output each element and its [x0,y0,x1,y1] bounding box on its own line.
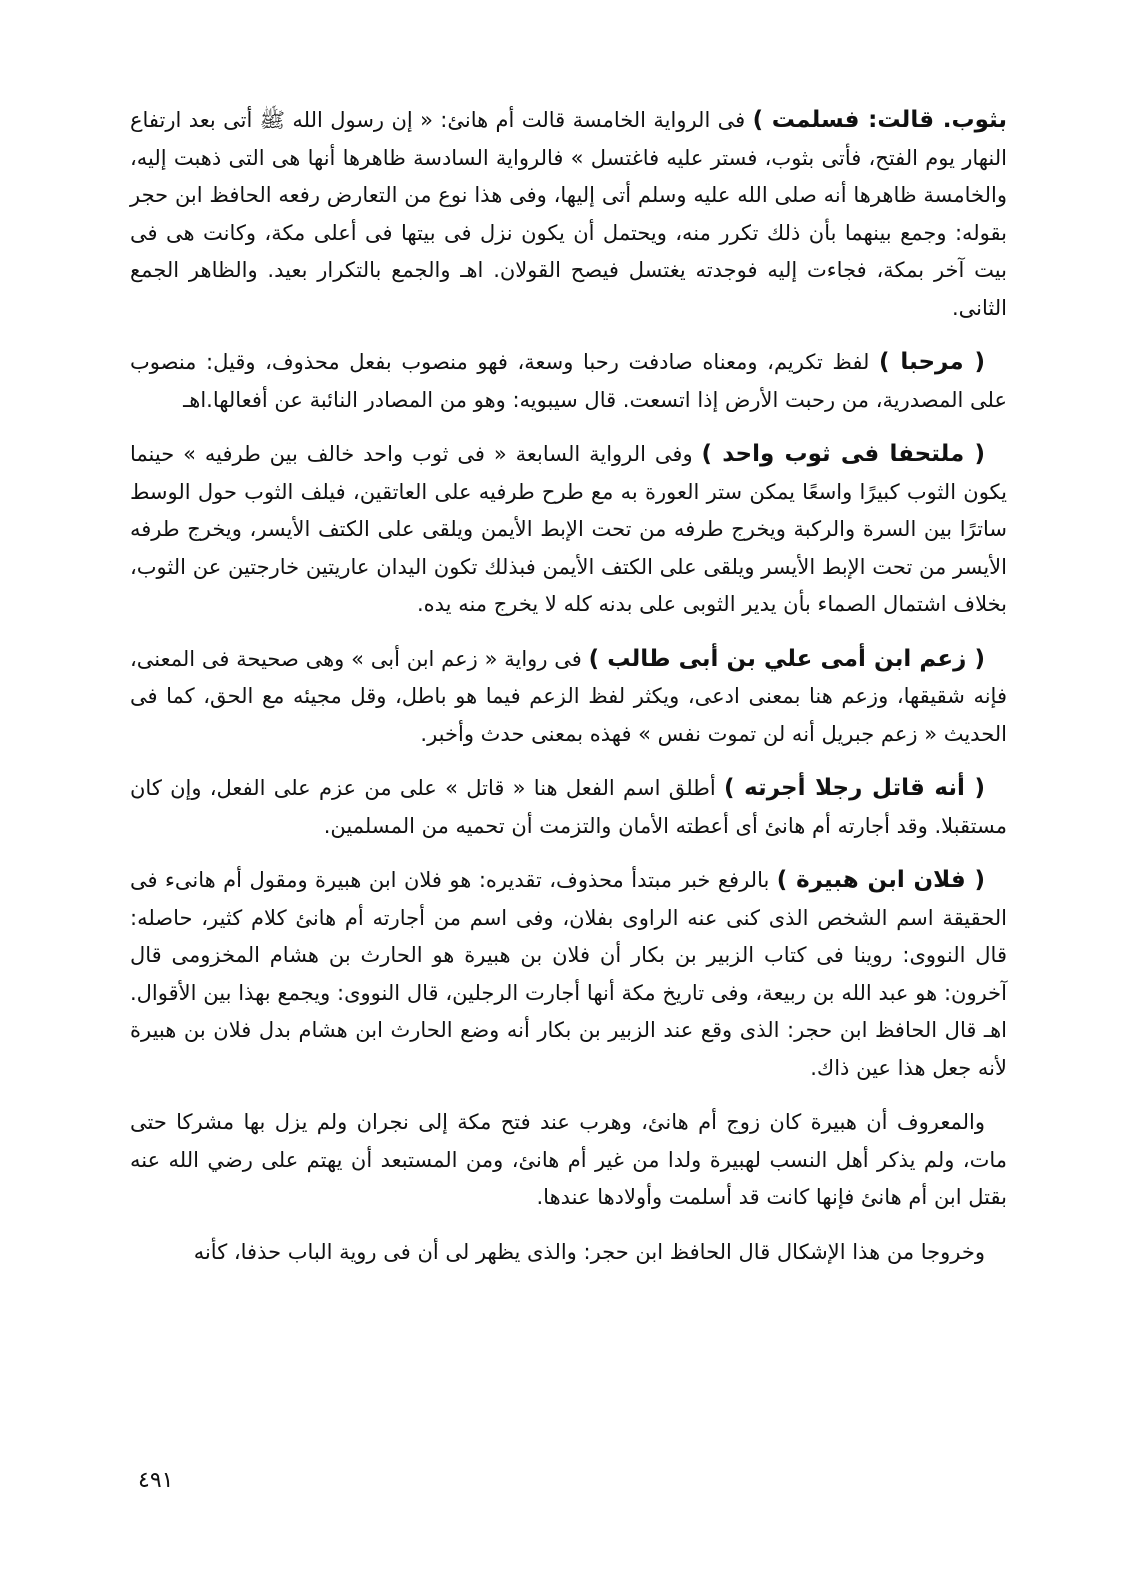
paragraph-qatil-rajulan [130,770,1007,845]
paragraph-marhaban [130,344,1007,419]
paragraph-text: لفظ تكريم، ومعناه صادفت رحبا وسعة، فهو منصوب بفعل محذوف، وقيل: منصوب على المصدرية، من رحبت الأرض إذا اتسعت. قال سيبويه: وهو من المصادر النائبة عن أفعالها.اهـ [130,350,1007,412]
paragraph-khurujan [130,1234,1007,1272]
headword: ( فلان ابن هبيرة ) [776,867,985,893]
headword: ( مرحبا ) [878,349,986,375]
paragraph-text: وخروجا من هذا الإشكال قال الحافظ ابن حجر: والذى يظهر لى أن فى روية الباب حذفا، كأنه [193,1239,985,1264]
paragraph-al-maruf [130,1104,1007,1217]
paragraph-text: فى رواية « زعم ابن أبى » وهى صحيحة فى المعنى، فإنه شقيقها، وزعم هنا بمعنى ادعى، ويكثر لفظ الزعم فيما هو باطل، وقل مجيئه مع الحق، كما فى الحديث « زعم جبريل أنه لن تموت نفس » فهذه بمعنى حدث وأخبر. [130,646,1007,746]
paragraph-fulan-ibn-hubayra [130,862,1007,1087]
headword: ( ملتحفا فى ثوب واحد ) [701,441,985,467]
paragraph-text: أطلق اسم الفعل هنا « قاتل » على من عزم على الفعل، وإن كان مستقبلا. وقد أجارته أم هانئ أى أعطته الأمان والتزمت أن تحميه من المسلمين. [130,776,1007,838]
paragraph-text: بالرفع خبر مبتدأ محذوف، تقديره: هو فلان ابن هبيرة ومقول أم هانىء فى الحقيقة اسم الشخص الذى كنى عنه الراوى بفلان، وفى اسم من أجارته أم هانئ كلام كثير، حاصله: قال النووى: روينا فى كتاب الزبير بن بكار أن فلان بن هبيرة هو الحارث بن هشام المخزومى قال آخرون: هو عبد الله بن ربيعة، وفى تاريخ مكة أنها أجارت الرجلين، قال النووى: ويجمع بهذا بين الأقوال. اهـ قال الحافظ ابن حجر: الذى وقع عند الزبير بن بكار أنه وضع الحارث ابن هشام بدل فلان بن هبيرة لأنه جعل هذا عين ذاك. [130,868,1007,1080]
headword: ( أنه قاتل رجلا أجرته ) [724,775,985,801]
headword: ( زعم ابن أمى علي بن أبى طالب ) [588,645,985,672]
headword: بثوب. قالت: فسلمت ) [752,107,1008,133]
page-body [130,102,1007,1288]
paragraph-salla-fa-aslamat [130,102,1007,327]
paragraph-text: وفى الرواية السابعة « فى ثوب واحد خالف بين طرفيه » حينما يكون الثوب كبيرًا واسعًا يمكن ستر العورة به مع طرح طرفيه على العاتقين، فيلف الثوب حول الوسط ساترًا بين السرة والركبة ويخرج طرفه من تحت الإبط الأيمن ويلقى على الكتف الأيسر، ويخرج طرفه الأيسر من تحت الإبط الأيسر ويلقى على الكتف الأيمن فبذلك تكون اليدان عاريتين خارجتين عن الثوب، بخلاف اشتمال الصماء بأن يدير الثوبى على بدنه كله لا يخرج منه يده. [130,442,1007,616]
paragraph-zaama-ibn-ummi [130,641,1007,754]
paragraph-text: فى الرواية الخامسة قالت أم هانئ: « إن رسول الله ﷺ أتى بعد ارتفاع النهار يوم الفتح، فأتى بثوب، فستر عليه فاغتسل » فالرواية السادسة ظاهرها أنها هى التى ذهبت إليه، والخامسة ظاهرها أنه صلى الله عليه وسلم أتى إليها، وفى هذا نوع من التعارض رفعه الحافظ ابن حجر بقوله: وجمع بينهما بأن ذلك تكرر منه، ويحتمل أن يكون نزل فى بيتها فى أعلى مكة، وكانت هى فى بيت آخر بمكة، فجاءت إليه فوجدته يغتسل فيصح القولان. اهـ والجمع بالتكرار بعيد. والظاهر الجمع الثانى. [130,108,1007,320]
paragraph-multahifan [130,436,1007,624]
page-number: ٤٩١ [138,1468,174,1493]
paragraph-text: والمعروف أن هبيرة كان زوج أم هانئ، وهرب عند فتح مكة إلى نجران ولم يزل بها مشركا حتى مات، ولم يذكر أهل النسب لهبيرة ولدا من غير أم هانئ، ومن المستبعد أن يهتم على رضي الله عنه بقتل ابن أم هانئ فإنها كانت قد أسلمت وأولادها عندها. [130,1110,1007,1209]
